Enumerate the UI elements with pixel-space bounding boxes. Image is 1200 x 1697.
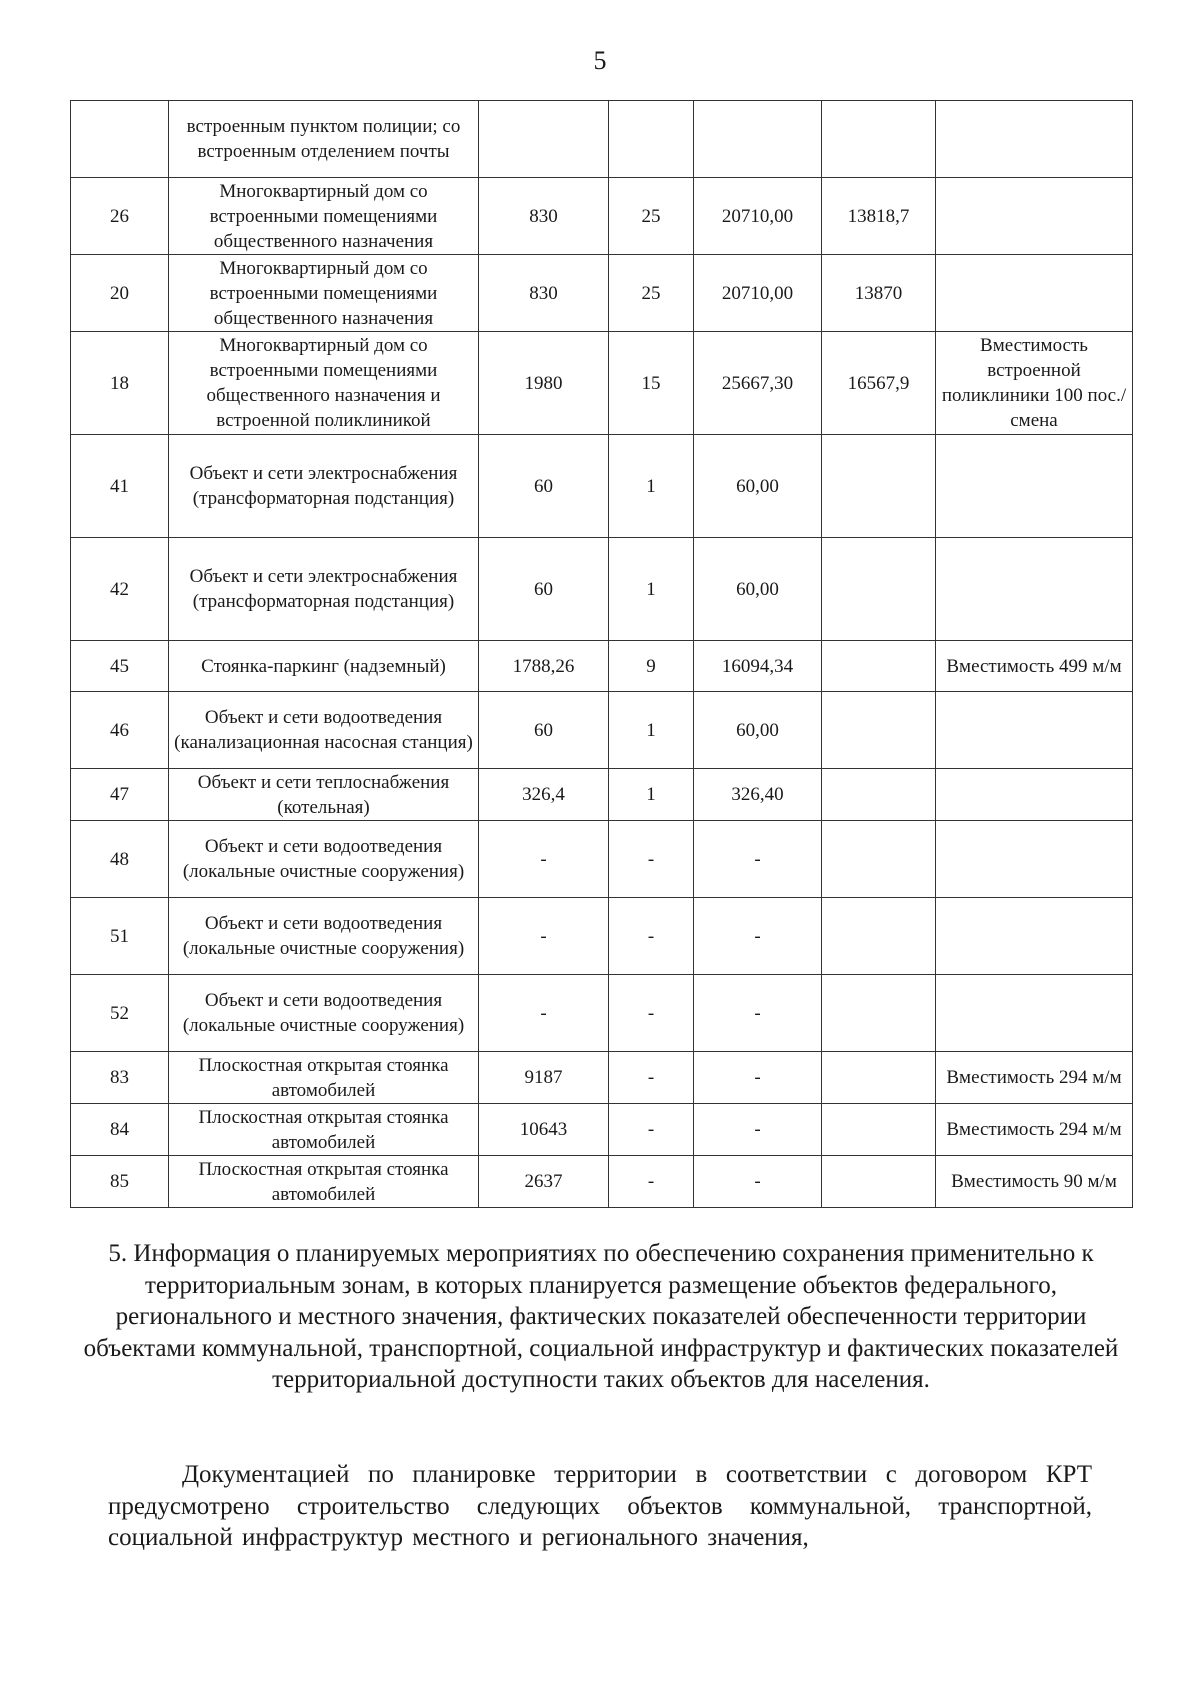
cell-living-area: 13870 [822, 255, 936, 332]
table-row [71, 255, 1133, 332]
cell-number: 85 [71, 1156, 169, 1208]
cell-number: 48 [71, 821, 169, 898]
cell-note [936, 821, 1133, 898]
cell-living-area: 16567,9 [822, 332, 936, 435]
cell-note [936, 975, 1133, 1052]
cell-floors: - [609, 1156, 694, 1208]
table-row [71, 1052, 1133, 1104]
cell-number: 52 [71, 975, 169, 1052]
cell-object-name: Объект и сети электроснабжения (трансформаторная подстанция) [169, 435, 479, 538]
cell-living-area [822, 538, 936, 641]
section-heading: 5. Информация о планируемых мероприятиях по обеспечению сохранения применительно к территориальным зонам, в которых планируется размещение объектов федерального, регионального и местного значения, фактических показателей обеспеченности территории объектами коммунальной, транспортной, социальной инфраструктур и фактических показателей территориальной доступности таких объектов для населения. [83, 1240, 1119, 1393]
cell-object-name: Плоскостная открытая стоянка автомобилей [169, 1052, 479, 1104]
cell-floors [609, 101, 694, 178]
cell-total-area: - [694, 1104, 822, 1156]
cell-living-area [822, 435, 936, 538]
cell-number: 45 [71, 641, 169, 692]
cell-living-area [822, 1104, 936, 1156]
cell-floors: - [609, 975, 694, 1052]
cell-total-area: 20710,00 [694, 178, 822, 255]
cell-total-area: - [694, 821, 822, 898]
table-row [71, 1104, 1133, 1156]
cell-floors: 1 [609, 769, 694, 821]
cell-living-area [822, 769, 936, 821]
section-paragraph [108, 1459, 1092, 1554]
cell-note [936, 898, 1133, 975]
cell-number: 18 [71, 332, 169, 435]
cell-object-name: Плоскостная открытая стоянка автомобилей [169, 1156, 479, 1208]
cell-area: 60 [479, 435, 609, 538]
cell-number [71, 101, 169, 178]
cell-number: 26 [71, 178, 169, 255]
cell-object-name: встроенным пунктом полиции; со встроенным отделением почты [169, 101, 479, 178]
objects-table [70, 100, 1133, 1208]
cell-total-area [694, 101, 822, 178]
table-row [71, 435, 1133, 538]
cell-area: 60 [479, 692, 609, 769]
cell-area: 830 [479, 178, 609, 255]
cell-area [479, 101, 609, 178]
cell-living-area [822, 641, 936, 692]
cell-object-name: Объект и сети водоотведения (локальные очистные сооружения) [169, 975, 479, 1052]
cell-area: 830 [479, 255, 609, 332]
table-row [71, 692, 1133, 769]
cell-floors: 1 [609, 435, 694, 538]
cell-object-name: Объект и сети водоотведения (локальные очистные сооружения) [169, 898, 479, 975]
cell-floors: - [609, 821, 694, 898]
cell-number: 20 [71, 255, 169, 332]
cell-area: - [479, 898, 609, 975]
cell-note: Вместимость 499 м/м [936, 641, 1133, 692]
cell-note: Вместимость встроенной поликлиники 100 пос./смена [936, 332, 1133, 435]
cell-number: 42 [71, 538, 169, 641]
cell-object-name: Объект и сети водоотведения (канализационная насосная станция) [169, 692, 479, 769]
cell-total-area: 16094,34 [694, 641, 822, 692]
cell-area: 1980 [479, 332, 609, 435]
cell-note [936, 692, 1133, 769]
cell-number: 84 [71, 1104, 169, 1156]
cell-floors: 1 [609, 538, 694, 641]
cell-note [936, 255, 1133, 332]
cell-note [936, 178, 1133, 255]
table-row [71, 975, 1133, 1052]
cell-floors: - [609, 898, 694, 975]
cell-object-name: Стоянка-паркинг (надземный) [169, 641, 479, 692]
cell-living-area [822, 101, 936, 178]
cell-living-area: 13818,7 [822, 178, 936, 255]
cell-number: 41 [71, 435, 169, 538]
table-row [71, 898, 1133, 975]
cell-floors: 1 [609, 692, 694, 769]
cell-area: 2637 [479, 1156, 609, 1208]
cell-area: 10643 [479, 1104, 609, 1156]
cell-area: - [479, 821, 609, 898]
cell-living-area [822, 1052, 936, 1104]
cell-note [936, 769, 1133, 821]
cell-area: 1788,26 [479, 641, 609, 692]
cell-note: Вместимость 294 м/м [936, 1052, 1133, 1104]
cell-number: 46 [71, 692, 169, 769]
cell-note: Вместимость 90 м/м [936, 1156, 1133, 1208]
cell-area: - [479, 975, 609, 1052]
cell-total-area: 60,00 [694, 435, 822, 538]
cell-area: 9187 [479, 1052, 609, 1104]
page-number: 5 [593, 46, 607, 75]
cell-total-area: 25667,30 [694, 332, 822, 435]
table-row [71, 1156, 1133, 1208]
cell-object-name: Объект и сети теплоснабжения (котельная) [169, 769, 479, 821]
table-row [71, 332, 1133, 435]
cell-number: 47 [71, 769, 169, 821]
cell-living-area [822, 692, 936, 769]
cell-number: 83 [71, 1052, 169, 1104]
table-row [71, 821, 1133, 898]
cell-object-name: Объект и сети водоотведения (локальные очистные сооружения) [169, 821, 479, 898]
paragraph-text: Документацией по планировке территории в соответствии с договором КРТ предусмотрено строительство следующих объектов коммунальной, транспортной, социальной инфраструктур местного и регионального значения, [108, 1461, 1092, 1551]
cell-number: 51 [71, 898, 169, 975]
cell-total-area: 60,00 [694, 538, 822, 641]
cell-total-area: - [694, 975, 822, 1052]
cell-floors: - [609, 1052, 694, 1104]
cell-total-area: - [694, 1052, 822, 1104]
table-row [71, 769, 1133, 821]
cell-total-area: - [694, 1156, 822, 1208]
table-row [71, 178, 1133, 255]
cell-note: Вместимость 294 м/м [936, 1104, 1133, 1156]
cell-floors: 25 [609, 178, 694, 255]
cell-living-area [822, 821, 936, 898]
cell-total-area: 326,40 [694, 769, 822, 821]
cell-object-name: Объект и сети электроснабжения (трансформаторная подстанция) [169, 538, 479, 641]
cell-note [936, 101, 1133, 178]
cell-living-area [822, 1156, 936, 1208]
cell-floors: - [609, 1104, 694, 1156]
cell-object-name: Многоквартирный дом со встроенными помещениями общественного назначения [169, 255, 479, 332]
cell-object-name: Плоскостная открытая стоянка автомобилей [169, 1104, 479, 1156]
cell-note [936, 538, 1133, 641]
cell-area: 326,4 [479, 769, 609, 821]
cell-total-area: - [694, 898, 822, 975]
cell-floors: 9 [609, 641, 694, 692]
cell-total-area: 60,00 [694, 692, 822, 769]
table-row [71, 538, 1133, 641]
cell-object-name: Многоквартирный дом со встроенными помещениями общественного назначения и встроенной поликлиникой [169, 332, 479, 435]
table-row [71, 641, 1133, 692]
cell-object-name: Многоквартирный дом со встроенными помещениями общественного назначения [169, 178, 479, 255]
cell-note [936, 435, 1133, 538]
cell-area: 60 [479, 538, 609, 641]
cell-floors: 15 [609, 332, 694, 435]
cell-living-area [822, 975, 936, 1052]
cell-total-area: 20710,00 [694, 255, 822, 332]
table-row [71, 101, 1133, 178]
cell-living-area [822, 898, 936, 975]
cell-floors: 25 [609, 255, 694, 332]
